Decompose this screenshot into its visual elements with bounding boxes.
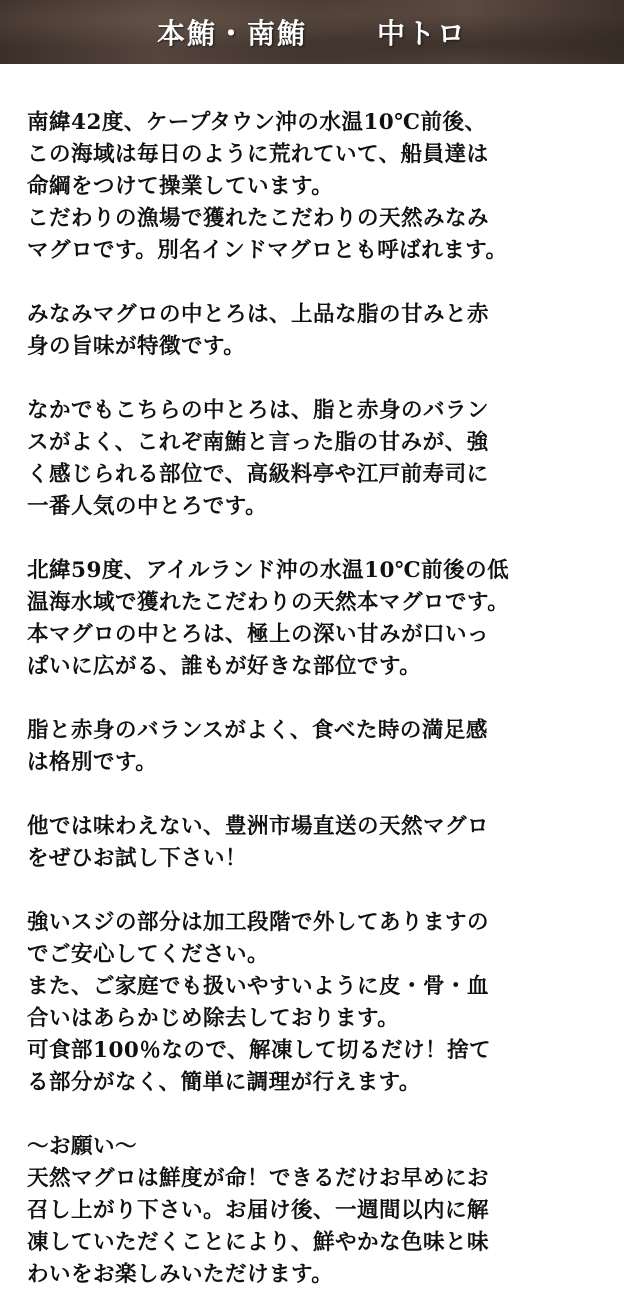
- paragraph-south-taste: みなみマグロの中とろは、上品な脂の甘みと赤 身の旨味が特徴です。: [27, 302, 490, 359]
- paragraph-south-balance: なかでもこちらの中とろは、脂と赤身のバラン スがよく、これぞ南鮪と言った脂の甘みが、強 く感じられる部位で、高級料亭や江戸前寿司に 一番人気の中とろです。: [27, 398, 490, 519]
- title-fish-name: 本鮪・南鮪: [156, 17, 307, 50]
- paragraph-origin-south: 南緯42度、ケープタウン沖の水温10℃前後、 この海域は毎日のように荒れていて、船員達は 命綱をつけて操業しています。 こだわりの漁場で獲れたこだわりの天然みなみ マグロです。別名インドマグロとも呼ばれます。: [27, 110, 508, 263]
- title-cut-name: 中トロ: [377, 17, 468, 50]
- header-banner: [0, 0, 624, 64]
- page-title: [157, 12, 467, 52]
- paragraph-origin-north: 北緯59度、アイルランド沖の水温10℃前後の低 温海水域で獲れたこだわりの天然本マグロです。 本マグロの中とろは、極上の深い甘みが口いっ ぱいに広がる、誰もが好きな部位です。: [27, 558, 510, 679]
- title-spacer: [307, 12, 377, 52]
- paragraph-preparation: 強いスジの部分は加工段階で外してありますの でご安心してください。 また、ご家庭でも扱いやすいように皮・骨・血 合いはあらかじめ除去しております。 可食部100％なので、解凍して切るだけ！捨て る部分がなく、簡単に調理が行えます。: [27, 910, 491, 1095]
- paragraph-request: ～お願い～ 天然マグロは鮮度が命！できるだけお早めにお 召し上がり下さい。お届け後、一週間以内に解 凍していただくことにより、鮮やかな色味と味 わいをお楽しみいただけます。: [27, 1134, 490, 1287]
- paragraph-recommendation: 他では味わえない、豊洲市場直送の天然マグロ をぜひお試し下さい！: [27, 814, 490, 871]
- paragraph-satisfaction: 脂と赤身のバランスがよく、食べた時の満足感 は格別です。: [27, 718, 488, 775]
- description-body: [0, 107, 607, 1291]
